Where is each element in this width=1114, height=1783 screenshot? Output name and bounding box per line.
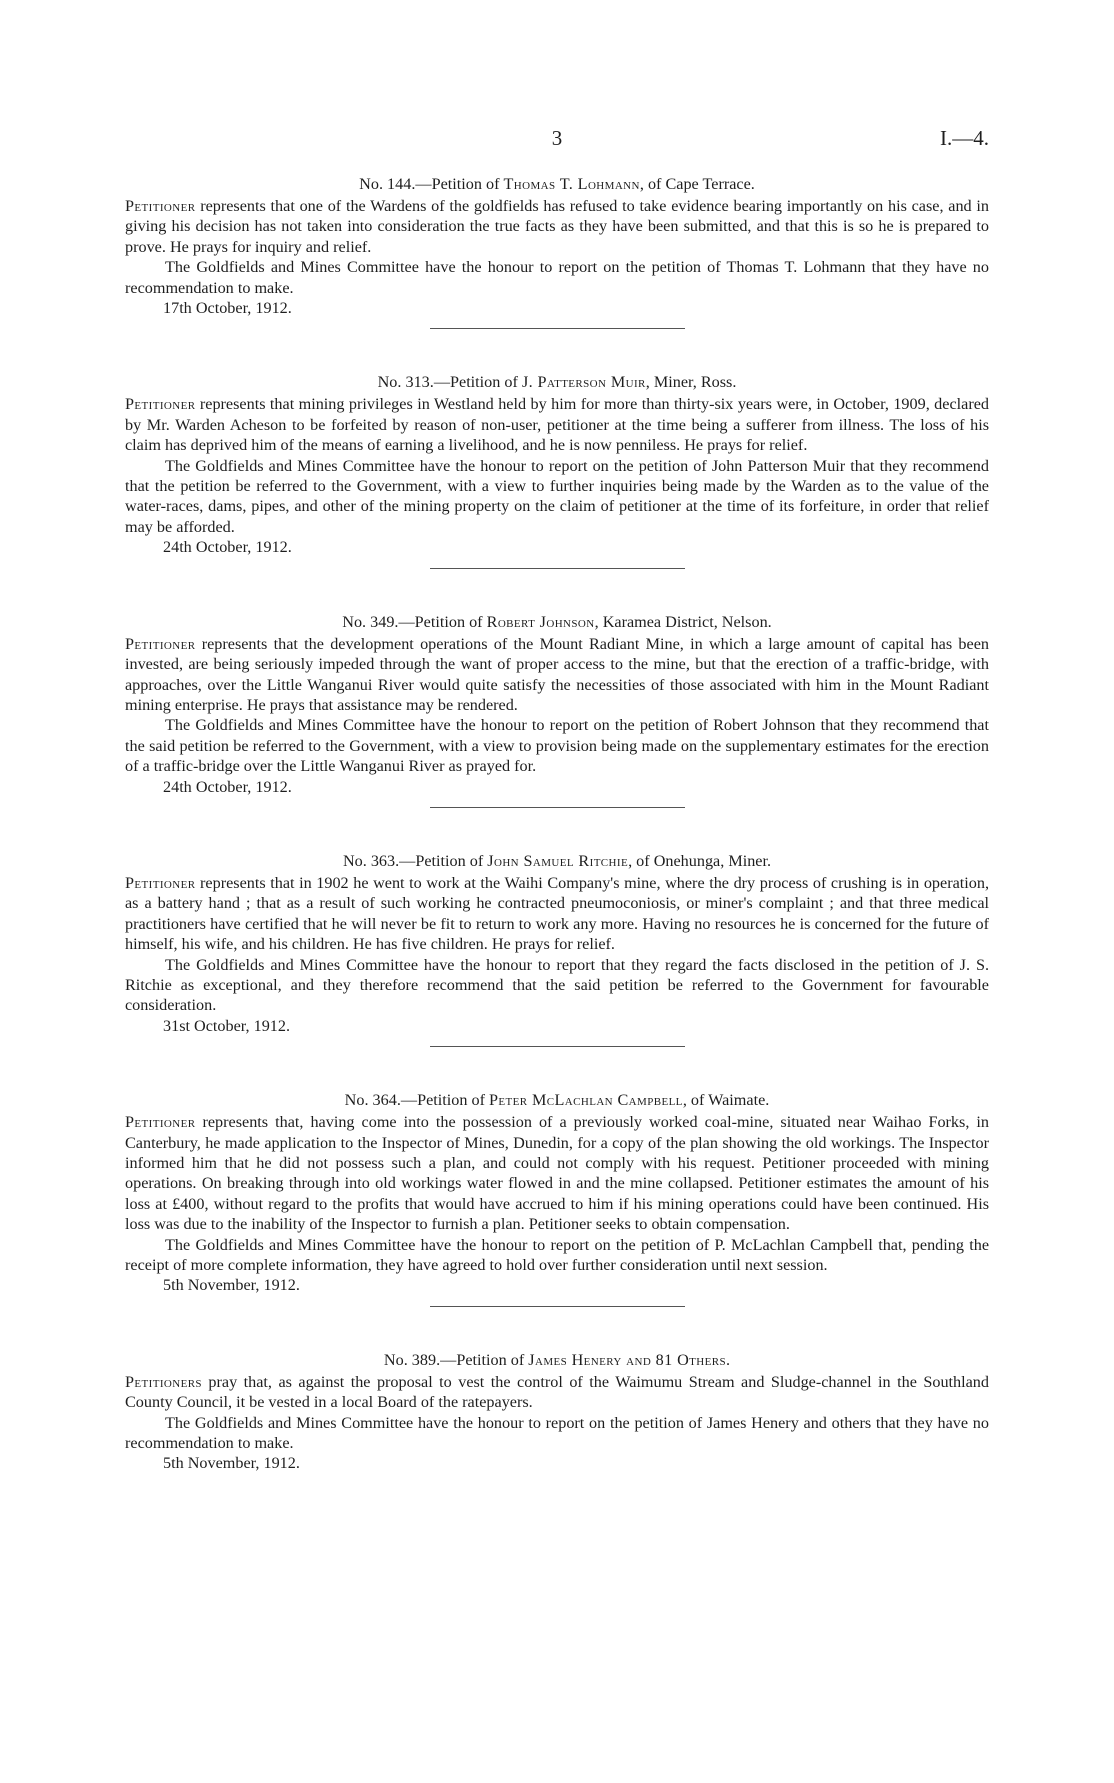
committee-report: The Goldfields and Mines Committee have the honour to report on the petition of P. McLachlan Campbell that, pending the receipt of more complete information, they have agreed to hold over further consideration until next session. (125, 1235, 989, 1275)
petitioner-name: Robert Johnson (486, 612, 595, 631)
report-date: 24th October, 1912. (163, 777, 292, 796)
petitioner-place: , of Waimate. (682, 1091, 770, 1110)
petitioner-place: , of Cape Terrace. (639, 175, 755, 193)
petitions-content (125, 174, 989, 1474)
petition-lead: —Petition of (399, 851, 488, 870)
report-date: 17th October, 1912. (163, 299, 292, 318)
page-number: 3 (551, 126, 563, 150)
petition-body (125, 634, 989, 716)
petitioner-place: . (726, 1350, 731, 1369)
petitioner-place: , Miner, Ross. (645, 373, 737, 392)
committee-report: The Goldfields and Mines Committee have the honour to report on the petition of John Patterson Muir that they recommend that the petition be referred to the Government, with a view to further inquiries being made by the Warden as to the value of the water-races, dams, pipes, and other of the mining property on the claim of petitioner at the time of its forfeiture, in order that relief may be afforded. (125, 456, 989, 536)
petitioner-name: Thomas T. Lohmann (503, 175, 640, 193)
petition-body-text: represents that one of the Wardens of the goldfields has refused to take evidence bearing importantly on his case, and in giving his decision has not taken into consideration the true facts as they have been submitted, and that this is so he is prepared to prove. He prays for inquiry and relief. (125, 197, 989, 256)
section-divider (430, 1046, 685, 1047)
petition-body-text: represents that mining privileges in Westland held by him for more than thirty-six years were, in October, 1909, declared by Mr. Warden Acheson to be forfeited by reason of non-user, petitioner at the time being a sufferer from illness. The loss of his claim has deprived him of the means of earning a livelihood, and he is now penniless. He prays for relief. (125, 395, 989, 455)
petition-heading (125, 612, 989, 632)
report-date: 24th October, 1912. (163, 538, 292, 557)
petitioner-name: James Henery and 81 Others (528, 1350, 727, 1369)
petition-body-text: represents that the development operations of the Mount Radiant Mine, in which a large amount of capital has been invested, are being seriously impeded through the want of proper access to the mine, but that the erection of a traffic-bridge, with approaches, over the Little Wanganui River would quite satisfy the necessities of those associated with him in the Mount Radiant mining enterprise. He prays that assistance may be rendered. (125, 634, 989, 714)
petition-number: No. 363. (342, 851, 400, 870)
petition-heading (125, 174, 989, 194)
section-divider (430, 568, 685, 569)
petition-number: No. 389. (383, 1350, 441, 1369)
section-divider (430, 807, 685, 808)
petition-body (125, 1372, 989, 1413)
petition-lead: —Petition of (400, 1091, 490, 1110)
petition-body-text: represents that in 1902 he went to work at the Waihi Company's mine, where the dry process of crushing is in operation, as a battery hand ; that as a result of such working he contracted pneumoconiosis, or miner's complaint ; and that three medical practitioners have certified that he will never be fit to return to work any more. Having no resources he is concerned for the future of himself, his wife, and his children. He has five children. He prays for relief. (125, 873, 989, 954)
section-divider (430, 1306, 685, 1307)
petition-number: No. 313. (377, 373, 434, 392)
petition-body (125, 394, 989, 455)
report-date: 31st October, 1912. (163, 1016, 291, 1035)
petition-389 (125, 1350, 989, 1474)
petitioner-name: Peter McLachlan Campbell (489, 1091, 683, 1110)
petition-opening-word: Petitioner (125, 1113, 196, 1132)
petition-363 (125, 851, 989, 1047)
petition-144 (125, 174, 989, 329)
petition-opening-word: Petitioners (125, 1372, 202, 1391)
petition-lead: —Petition of (440, 1350, 529, 1369)
petition-body (125, 196, 989, 257)
petitioner-place: , of Onehunga, Miner. (628, 851, 772, 870)
committee-report: The Goldfields and Mines Committee have the honour to report on the petition of James Henery and others that they have no recommendation to make. (125, 1413, 989, 1453)
page-header (125, 126, 989, 154)
petition-349 (125, 612, 989, 808)
petition-number: No. 364. (344, 1091, 401, 1110)
petition-body (125, 873, 989, 955)
petition-opening-word: Petitioner (125, 873, 196, 892)
petition-opening-word: Petitioner (125, 197, 196, 215)
petition-opening-word: Petitioner (125, 395, 196, 414)
petition-body (125, 1112, 989, 1234)
petition-lead: —Petition of (398, 612, 487, 631)
committee-report: The Goldfields and Mines Committee have the honour to report on the petition of Thomas T. Lohmann that they have no recommendation to make. (125, 258, 989, 297)
committee-report: The Goldfields and Mines Committee have the honour to report that they regard the facts disclosed in the petition of J. S. Ritchie as exceptional, and they therefore recommend that the said petition be referred to the Government for favourable consideration. (125, 955, 989, 1015)
petition-number: No. 144. (359, 175, 416, 193)
petition-number: No. 349. (342, 612, 399, 631)
document-reference: I.—4. (940, 126, 989, 150)
report-date: 5th November, 1912. (163, 1276, 300, 1295)
committee-report: The Goldfields and Mines Committee have the honour to report on the petition of Robert Johnson that they recommend that the said petition be referred to the Government, with a view to provision being made on the supplementary estimates for the erection of a traffic-bridge over the Little Wanganui River as prayed for. (125, 716, 989, 776)
petition-heading (125, 851, 989, 871)
petition-body-text: represents that, having come into the possession of a previously worked coal-mine, situated near Waihao Forks, in Canterbury, he made application to the Inspector of Mines, Dunedin, for a copy of the plan showing the old workings. The Inspector informed him that he did not possess such a plan, and could not comply with his request. Petitioner proceeded with mining operations. On breaking through into old workings water flowed in and the mine collapsed. Petitioner estimates the amount of his loss at £400, without regard to the profits that would have accrued to him if his mining operations could have been continued. His loss was due to the inability of the Inspector to furnish a plan. Petitioner seeks to obtain compensation. (125, 1113, 989, 1234)
petition-lead: —Petition of (433, 373, 522, 392)
petition-heading (125, 1090, 989, 1110)
petitioner-place: , Karamea District, Nelson. (594, 612, 772, 631)
petition-lead: —Petition of (415, 175, 504, 193)
report-date: 5th November, 1912. (163, 1454, 300, 1473)
petitioner-name: John Samuel Ritchie (487, 851, 629, 870)
petition-opening-word: Petitioner (125, 634, 196, 653)
petition-body-text: pray that, as against the proposal to vest the control of the Waimumu Stream and Sludge-channel in the Southland County Council, it be vested in a local Board of the ratepayers. (125, 1372, 989, 1412)
petition-heading (125, 1350, 989, 1370)
petition-heading (125, 372, 989, 392)
petition-364 (125, 1090, 989, 1307)
petition-313 (125, 372, 989, 568)
section-divider (430, 328, 685, 329)
petitioner-name: J. Patterson Muir (521, 373, 646, 392)
